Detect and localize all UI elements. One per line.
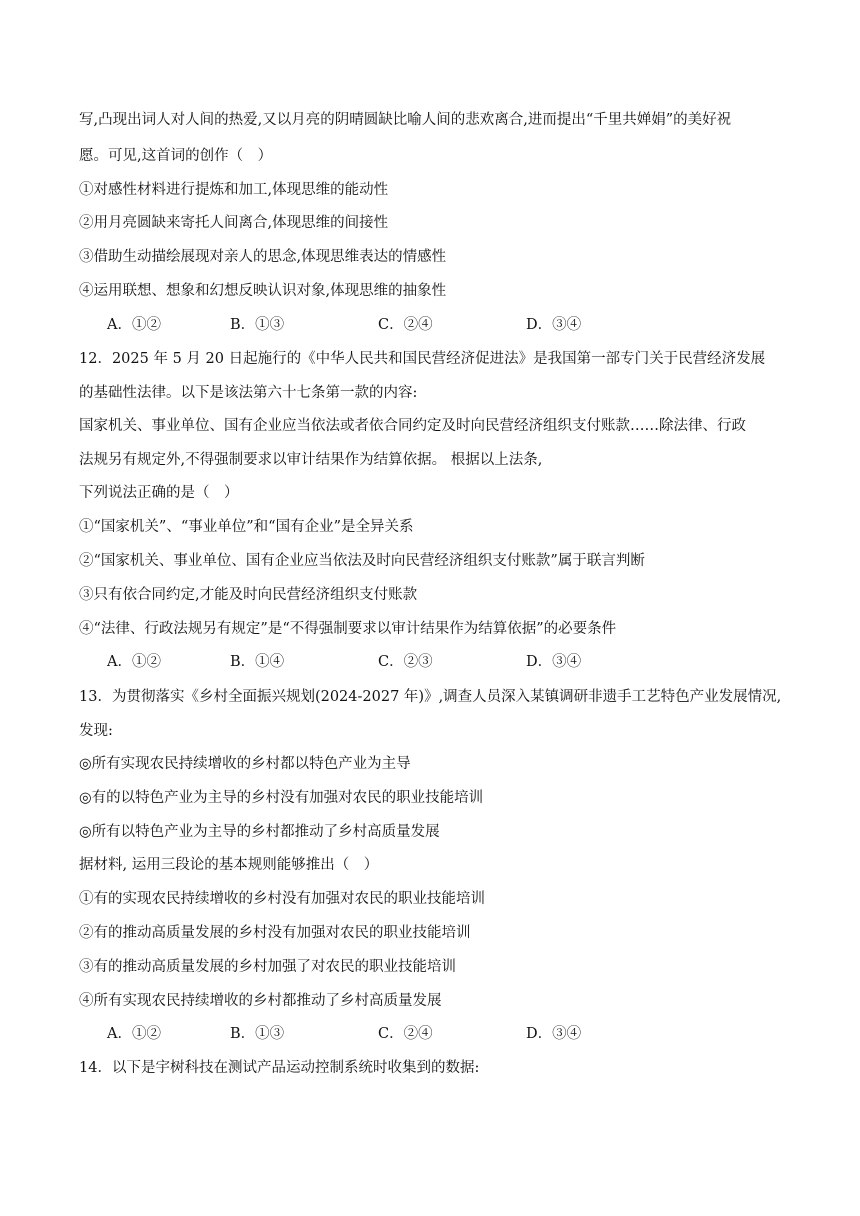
q11-option-c[interactable]: C．②④ [378,317,433,333]
q13-statement-1: ①有的实现农民持续增收的乡村没有加强对农民的职业技能培训 [79,891,485,907]
q13-option-c[interactable]: C．②④ [378,1026,433,1042]
q12-stem-line-1: 12．2025 年 5 月 20 日起施行的《中华人民共和国民营经济促进法》是我国第一部专门关于民营经济发展 [79,351,766,367]
q12-statement-3: ③只有依合同约定,才能及时向民营经济组织支付账款 [79,587,418,603]
q13-statement-2: ②有的推动高质量发展的乡村没有加强对农民的职业技能培训 [79,925,471,941]
q12-stem-line-3: 国家机关、事业单位、国有企业应当依法或者依合同约定及时向民营经济组织支付账款……除法律、行政 [79,418,746,434]
q11-statement-2: ②用月亮圆缺来寄托人间离合,体现思维的间接性 [79,215,389,231]
q11-stem-line-2: 愿。可见,这首词的创作（ ） [79,148,273,164]
q12-option-d[interactable]: D．③④ [526,654,582,670]
q13-finding-3: ◎所有以特色产业为主导的乡村都推动了乡村高质量发展 [79,824,440,840]
q11-stem-line-1: 写,凸现出词人对人间的热爱,又以月亮的阴晴圆缺比喻人间的悲欢离合,进而提出“千里共婵娟”的美好祝 [79,112,732,128]
q11-statement-4: ④运用联想、想象和幻想反映认识对象,体现思维的抽象性 [79,283,447,299]
q12-stem-line-5: 下列说法正确的是（ ） [79,485,239,501]
q13-option-d[interactable]: D．③④ [526,1026,582,1042]
q11-statement-3: ③借助生动描绘展现对亲人的思念,体现思维表达的情感性 [79,249,447,265]
q12-option-b[interactable]: B．①④ [230,654,285,670]
q12-stem-line-4: 法规另有规定外,不得强制要求以审计结果作为结算依据。 根据以上法条, [79,452,543,468]
q12-option-c[interactable]: C．②③ [378,654,433,670]
q13-prompt: 据材料, 运用三段论的基本规则能够推出（ ） [79,857,379,873]
q13-options [107,1024,807,1044]
q12-stem-line-2: 的基础性法律。以下是该法第六十七条第一款的内容: [79,385,418,401]
q11-statement-1: ①对感性材料进行提炼和加工,体现思维的能动性 [79,182,389,198]
q13-finding-2: ◎有的以特色产业为主导的乡村没有加强对农民的职业技能培训 [79,790,484,806]
q11-option-a[interactable]: A．①② [107,317,161,333]
q12-option-a[interactable]: A．①② [107,654,161,670]
q12-options [107,652,807,672]
q13-stem-line-1: 13．为贯彻落实《乡村全面振兴规划(2024-2027 年)》,调查人员深入某镇调研非遗手工艺特色产业发展情况, [79,689,782,705]
q12-statement-4: ④“法律、行政法规另有规定”是“不得强制要求以审计结果作为结算依据”的必要条件 [79,621,617,637]
q11-options [107,315,807,335]
q11-option-b[interactable]: B．①③ [230,317,285,333]
q11-option-d[interactable]: D．③④ [526,317,582,333]
q13-stem-line-2: 发现: [79,723,113,739]
q13-option-a[interactable]: A．①② [107,1026,161,1042]
q12-statement-2: ②“国家机关、事业单位、国有企业应当依法及时向民营经济组织支付账款”属于联言判断 [79,553,645,569]
q12-statement-1: ①“国家机关”、“事业单位”和“国有企业”是全异关系 [79,519,414,535]
q13-statement-3: ③有的推动高质量发展的乡村加强了对农民的职业技能培训 [79,959,456,975]
q13-finding-1: ◎所有实现农民持续增收的乡村都以特色产业为主导 [79,756,411,772]
q14-stem-line-1: 14．以下是宇树科技在测试产品运动控制系统时收集到的数据: [79,1060,480,1076]
q13-statement-4: ④所有实现农民持续增收的乡村都推动了乡村高质量发展 [79,993,442,1009]
q13-option-b[interactable]: B．①③ [230,1026,285,1042]
